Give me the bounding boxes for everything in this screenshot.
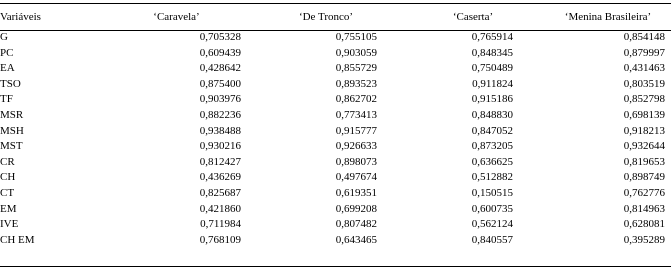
table-row bbox=[0, 61, 671, 77]
menina-brasileira-cell: 0,854148 bbox=[623, 31, 665, 43]
menina-brasileira-cell: 0,395289 bbox=[623, 233, 665, 246]
caserta-cell: 0,840557 bbox=[471, 233, 513, 246]
caserta-cell: 0,848830 bbox=[471, 108, 513, 121]
column-header-menina-brasileira: ‘Menina Brasileira’ bbox=[564, 11, 652, 23]
de-tronco-cell: 0,643465 bbox=[335, 233, 377, 246]
variable-cell: EM bbox=[0, 202, 17, 215]
caravela-cell: 0,705328 bbox=[199, 31, 241, 43]
caserta-cell: 0,750489 bbox=[471, 62, 513, 75]
variable-cell: CH EM bbox=[0, 233, 35, 246]
menina-brasileira-cell: 0,932644 bbox=[623, 140, 665, 153]
menina-brasileira-cell: 0,803519 bbox=[623, 77, 665, 90]
caravela-cell: 0,609439 bbox=[199, 46, 241, 59]
table-row bbox=[0, 77, 671, 93]
variable-cell: G bbox=[0, 31, 8, 43]
menina-brasileira-cell: 0,879997 bbox=[623, 46, 665, 59]
variable-cell: IVE bbox=[0, 218, 19, 231]
variable-cell: CT bbox=[0, 186, 15, 199]
de-tronco-cell: 0,699208 bbox=[335, 202, 377, 215]
table-row bbox=[0, 233, 671, 249]
caserta-cell: 0,562124 bbox=[471, 218, 513, 231]
caserta-cell: 0,915186 bbox=[471, 93, 513, 106]
caravela-cell: 0,825687 bbox=[199, 186, 241, 199]
caserta-cell: 0,911824 bbox=[472, 77, 513, 90]
caserta-cell: 0,512882 bbox=[471, 171, 513, 184]
column-header-variaveis: Variáveis bbox=[0, 11, 41, 23]
de-tronco-cell: 0,903059 bbox=[335, 46, 377, 59]
table-bottom-rule bbox=[0, 266, 671, 267]
table-row bbox=[0, 46, 671, 62]
caravela-cell: 0,930216 bbox=[199, 140, 241, 153]
de-tronco-cell: 0,807482 bbox=[335, 218, 377, 231]
caravela-cell: 0,875400 bbox=[199, 77, 241, 90]
table-header-row bbox=[0, 4, 671, 30]
variable-cell: MSR bbox=[0, 108, 24, 121]
de-tronco-cell: 0,755105 bbox=[335, 31, 377, 43]
table-row bbox=[0, 139, 671, 155]
caserta-cell: 0,636625 bbox=[471, 155, 513, 168]
caravela-cell: 0,903976 bbox=[199, 93, 241, 106]
de-tronco-cell: 0,862702 bbox=[335, 93, 377, 106]
table-row bbox=[0, 30, 671, 46]
de-tronco-cell: 0,926633 bbox=[335, 140, 377, 153]
caravela-cell: 0,768109 bbox=[199, 233, 241, 246]
caravela-cell: 0,812427 bbox=[199, 155, 241, 168]
menina-brasileira-cell: 0,898749 bbox=[623, 171, 665, 184]
table-row bbox=[0, 155, 671, 171]
variable-cell: TF bbox=[0, 93, 13, 106]
variable-cell: MSH bbox=[0, 124, 24, 137]
de-tronco-cell: 0,619351 bbox=[335, 186, 377, 199]
table-body bbox=[0, 30, 671, 248]
menina-brasileira-cell: 0,814963 bbox=[623, 202, 665, 215]
caserta-cell: 0,765914 bbox=[471, 31, 513, 43]
table-row bbox=[0, 124, 671, 140]
menina-brasileira-cell: 0,918213 bbox=[623, 124, 665, 137]
menina-brasileira-cell: 0,698139 bbox=[623, 108, 665, 121]
table-row bbox=[0, 92, 671, 108]
caravela-cell: 0,428642 bbox=[199, 62, 241, 75]
caserta-cell: 0,847052 bbox=[471, 124, 513, 137]
de-tronco-cell: 0,915777 bbox=[335, 124, 377, 137]
caravela-cell: 0,711984 bbox=[200, 218, 241, 231]
variable-cell: PC bbox=[0, 46, 14, 59]
menina-brasileira-cell: 0,762776 bbox=[623, 186, 665, 199]
caserta-cell: 0,600735 bbox=[471, 202, 513, 215]
table-row bbox=[0, 186, 671, 202]
table-row bbox=[0, 202, 671, 218]
table-row bbox=[0, 108, 671, 124]
menina-brasileira-cell: 0,431463 bbox=[623, 62, 665, 75]
caravela-cell: 0,882236 bbox=[199, 108, 241, 121]
column-header-caserta: ‘Caserta’ bbox=[452, 11, 494, 23]
column-header-caravela: ‘Caravela’ bbox=[153, 11, 200, 23]
de-tronco-cell: 0,893523 bbox=[335, 77, 377, 90]
variable-cell: CR bbox=[0, 155, 15, 168]
de-tronco-cell: 0,898073 bbox=[335, 155, 377, 168]
results-table bbox=[0, 4, 671, 248]
table-row bbox=[0, 170, 671, 186]
de-tronco-cell: 0,773413 bbox=[335, 108, 377, 121]
caserta-cell: 0,150515 bbox=[471, 186, 513, 199]
caravela-cell: 0,436269 bbox=[199, 171, 241, 184]
caravela-cell: 0,938488 bbox=[199, 124, 241, 137]
table-row bbox=[0, 217, 671, 233]
variable-cell: EA bbox=[0, 62, 15, 75]
variable-cell: MST bbox=[0, 140, 23, 153]
menina-brasileira-cell: 0,628081 bbox=[623, 218, 665, 231]
menina-brasileira-cell: 0,852798 bbox=[623, 93, 665, 106]
caravela-cell: 0,421860 bbox=[199, 202, 241, 215]
caserta-cell: 0,848345 bbox=[471, 46, 513, 59]
menina-brasileira-cell: 0,819653 bbox=[623, 155, 665, 168]
variable-cell: TSO bbox=[0, 77, 21, 90]
de-tronco-cell: 0,855729 bbox=[335, 62, 377, 75]
caserta-cell: 0,873205 bbox=[471, 140, 513, 153]
variable-cell: CH bbox=[0, 171, 16, 184]
column-header-de-tronco: ‘De Tronco’ bbox=[298, 11, 354, 23]
de-tronco-cell: 0,497674 bbox=[335, 171, 377, 184]
